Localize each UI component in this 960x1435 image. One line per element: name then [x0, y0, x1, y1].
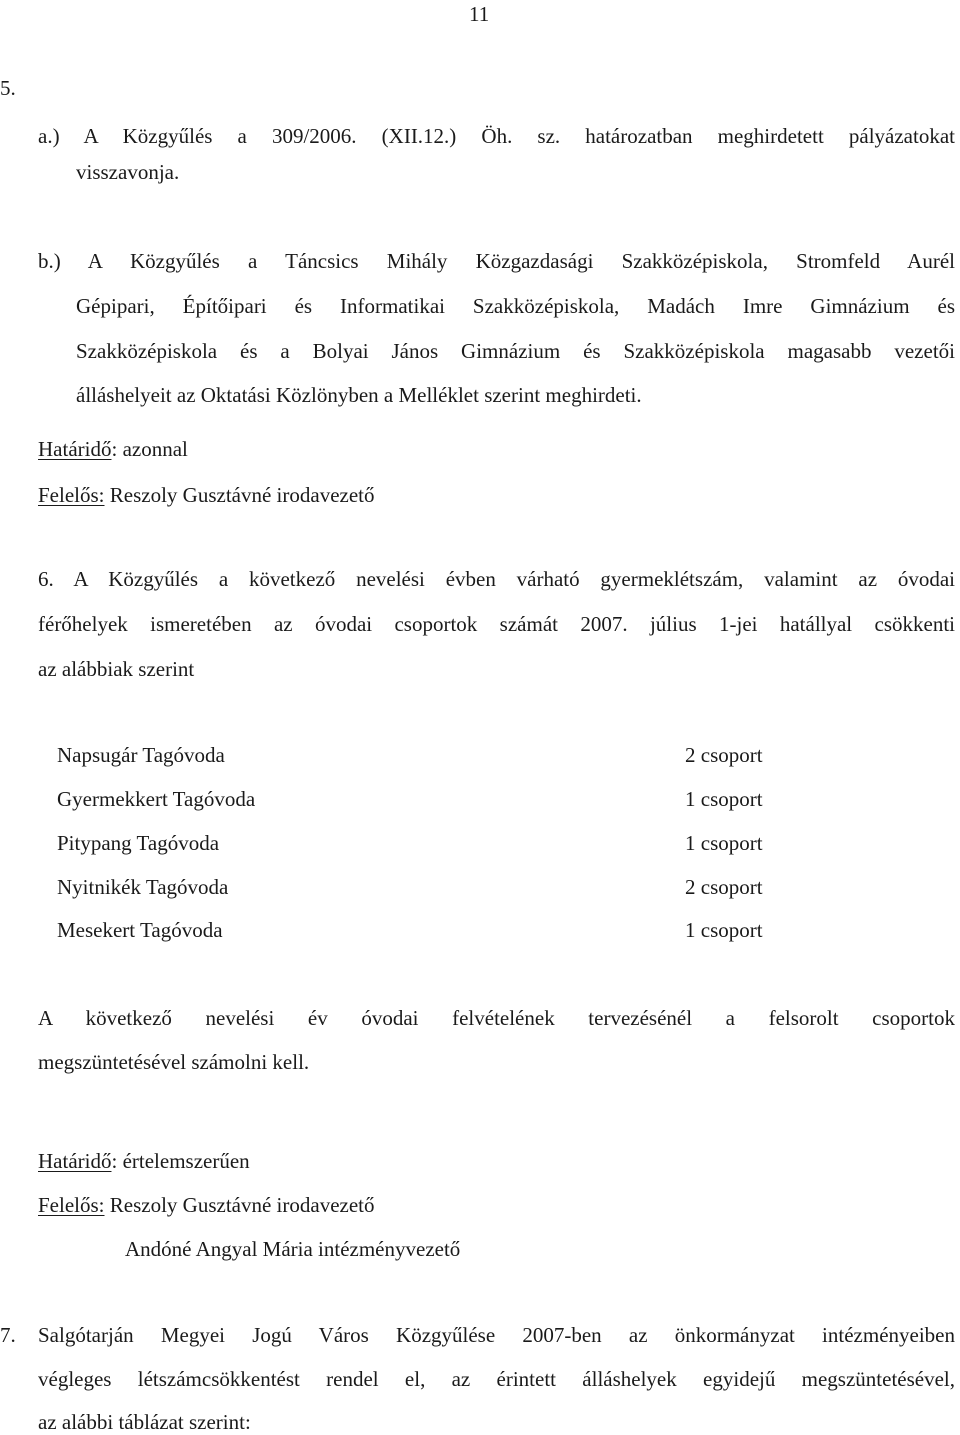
item-5-number: 5.: [0, 76, 16, 100]
item-6-line-2: férőhelyek ismeretében az óvodai csoportok számát 2007. július 1-jei hatállyal csökkenti: [38, 612, 955, 636]
table-row-name: Mesekert Tagóvoda: [57, 918, 223, 942]
item-7-line-2: végleges létszámcsökkentést rendel el, az érintett álláshelyek egyidejű megszüntetésével,: [38, 1367, 955, 1391]
table-row-name: Gyermekkert Tagóvoda: [57, 787, 256, 811]
table-row-name: Nyitnikék Tagóvoda: [57, 875, 229, 899]
deadline-value: : azonnal: [111, 437, 188, 461]
table-row-groups: 2 csoport: [685, 875, 763, 899]
item-5b-line-1: b.) A Közgyűlés a Táncsics Mihály Közgazdasági Szakközépiskola, Stromfeld Aurél: [38, 249, 955, 273]
item-6-note-line-1: A következő nevelési év óvodai felvételének tervezésénél a felsorolt csoportok: [38, 1006, 955, 1030]
table-row-groups: 2 csoport: [685, 743, 763, 767]
responsible-value: Reszoly Gusztávné irodavezető: [104, 483, 375, 507]
item-7-number: 7.: [0, 1323, 16, 1347]
table-row-groups: 1 csoport: [685, 787, 763, 811]
item-5a-line-2: visszavonja.: [76, 160, 180, 184]
item-5-responsible: [38, 483, 375, 508]
page-number: 11: [469, 2, 490, 26]
item-6-responsible: [38, 1193, 375, 1218]
item-5a-line-1: a.) A Közgyűlés a 309/2006. (XII.12.) Öh. sz. határozatban meghirdetett pályázatokat: [38, 124, 955, 148]
responsible-label: Felelős:: [38, 483, 105, 507]
table-row-groups: 1 csoport: [685, 831, 763, 855]
item-5b-line-3: Szakközépiskola és a Bolyai János Gimnázium és Szakközépiskola magasabb vezetői: [76, 339, 955, 363]
table-row-groups: 1 csoport: [685, 918, 763, 942]
item-6-line-3: az alábbiak szerint: [38, 657, 195, 681]
table-row-name: Napsugár Tagóvoda: [57, 743, 225, 767]
responsible-value: Reszoly Gusztávné irodavezető: [104, 1193, 375, 1217]
deadline-label: Határidő: [38, 437, 112, 461]
responsible-label: Felelős:: [38, 1193, 105, 1217]
item-6-line-1: 6. A Közgyűlés a következő nevelési évben várható gyermeklétszám, valamint az óvodai: [38, 567, 955, 591]
table-row-name: Pitypang Tagóvoda: [57, 831, 220, 855]
item-5b-line-2: Gépipari, Építőipari és Informatikai Szakközépiskola, Madách Imre Gimnázium és: [76, 294, 955, 318]
item-6-note-line-2: megszüntetésével számolni kell.: [38, 1050, 310, 1074]
item-6-deadline: [38, 1149, 250, 1174]
item-7-line-1: Salgótarján Megyei Jogú Város Közgyűlése 2007-ben az önkormányzat intézményeiben: [38, 1323, 955, 1347]
deadline-value: : értelemszerűen: [111, 1149, 250, 1173]
item-5-deadline: [38, 437, 188, 462]
item-6-responsible-2: Andóné Angyal Mária intézményvezető: [125, 1237, 461, 1261]
deadline-label: Határidő: [38, 1149, 112, 1173]
item-5b-line-4: álláshelyeit az Oktatási Közlönyben a Melléklet szerint meghirdeti.: [76, 383, 642, 407]
item-7-line-3: az alábbi táblázat szerint:: [38, 1410, 251, 1434]
